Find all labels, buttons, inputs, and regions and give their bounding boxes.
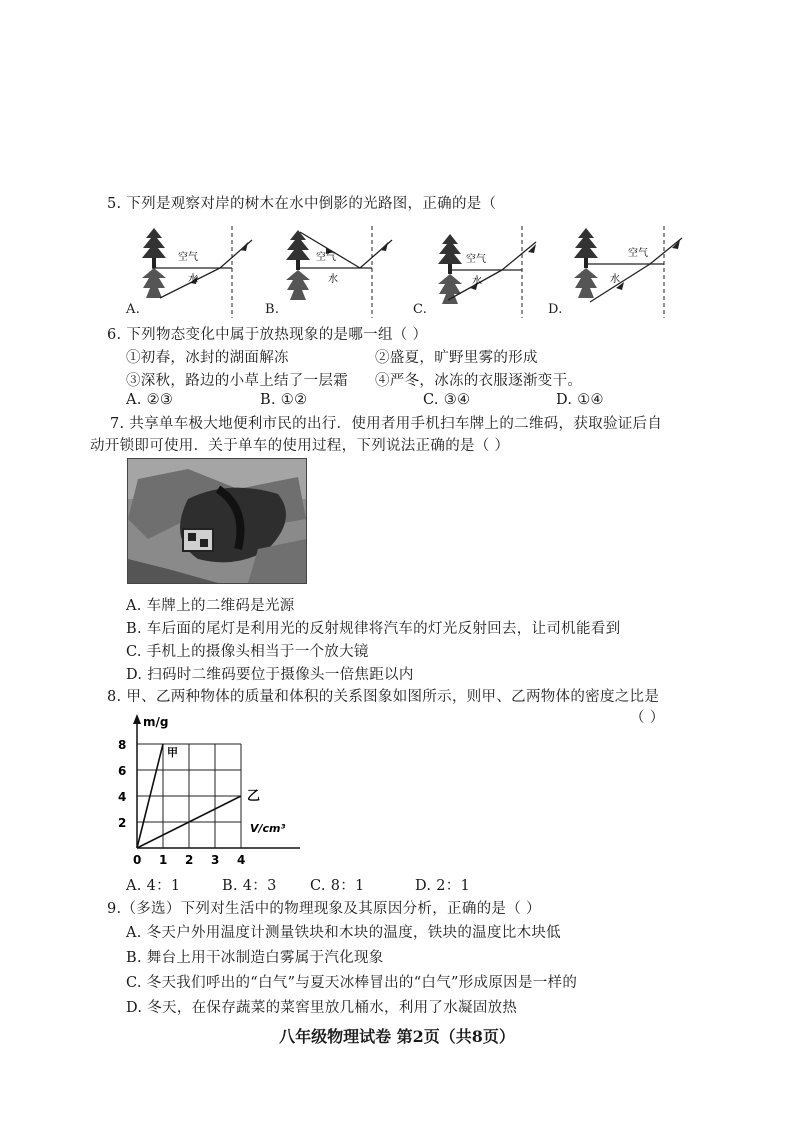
q5-water-label: 水 <box>610 274 620 285</box>
series-label-0: 甲 <box>167 746 178 759</box>
q5-diagrams <box>110 222 700 322</box>
q7-stem-line2: 动开锁即可使用．关于单车的使用过程，下列说法正确的是（ ） <box>90 438 510 454</box>
q6-option-b: B. ①② <box>260 392 308 408</box>
q5-water-label: 水 <box>472 276 482 287</box>
q5-option-a: A. <box>126 302 141 317</box>
q5-option-c: C. <box>413 302 428 317</box>
q6-item-3: ③深秋，路边的小草上结了一层霜 <box>126 373 348 389</box>
q8-stem: 8. 甲、乙两种物体的质量和体积的关系图象如图所示，则甲、乙两物体的密度之比是 <box>107 689 660 705</box>
q8-bracket: （ ） <box>630 710 665 726</box>
density-chart <box>110 708 310 868</box>
q7-option-a: A. 车牌上的二维码是光源 <box>126 598 295 614</box>
q5-diagram-b <box>286 226 392 318</box>
q8-option-a: A. 4：1 <box>126 878 181 894</box>
q5-option-d: D. <box>548 302 563 317</box>
q5-air-label: 空气 <box>466 254 486 265</box>
q6-option-c: C. ③④ <box>423 392 471 408</box>
bike-photo <box>127 458 307 584</box>
q5-water-label: 水 <box>328 274 338 285</box>
q6-stem: 6. 下列物态变化中属于放热现象的是哪一组（ ） <box>107 327 428 343</box>
y-tick-label: 2 <box>118 816 127 830</box>
y-tick-label: 6 <box>118 764 127 778</box>
q9-stem: 9.（多选）下列对生活中的物理现象及其原因分析，正确的是（ ） <box>107 901 541 917</box>
q7-option-d: D. 扫码时二维码要位于摄像头一倍焦距以内 <box>126 667 414 683</box>
x-axis-label: V/cm³ <box>250 822 286 835</box>
y-axis-label: m/g <box>143 715 169 729</box>
q6-option-a: A. ②③ <box>126 392 174 408</box>
x-tick-label: 1 <box>159 853 168 867</box>
q6-option-d: D. ①④ <box>556 392 604 408</box>
q9-option-d: D. 冬天，在保存蔬菜的菜窖里放几桶水，利用了水凝固放热 <box>126 1000 518 1016</box>
q5-air-label: 空气 <box>316 252 336 263</box>
x-tick-label: 4 <box>237 853 246 867</box>
y-tick-label: 8 <box>118 738 127 752</box>
x-tick-label: 0 <box>133 853 142 867</box>
series-label-1: 乙 <box>247 789 261 804</box>
q5-diagram-c <box>438 226 536 318</box>
q5-stem: 5. 下列是观察对岸的树木在水中倒影的光路图，正确的是（ <box>107 196 497 212</box>
q5-diagram-d <box>574 226 682 318</box>
q8-option-b: B. 4：3 <box>222 878 277 894</box>
q7-stem-line1: 7. 共享单车极大地便利市民的出行．使用者用手机扫车牌上的二维码，获取验证后自 <box>110 416 663 432</box>
q9-option-a: A. 冬天户外用温度计测量铁块和木块的温度，铁块的温度比木块低 <box>126 925 561 941</box>
q5-air-label: 空气 <box>628 248 648 259</box>
q6-item-1: ①初春，冰封的湖面解冻 <box>126 350 289 366</box>
q5-option-b: B. <box>265 302 280 317</box>
x-tick-label: 2 <box>185 853 194 867</box>
q9-option-b: B. 舞台上用干冰制造白雾属于汽化现象 <box>126 950 384 966</box>
q7-option-b: B. 车后面的尾灯是利用光的反射规律将汽车的灯光反射回去，让司机能看到 <box>126 621 621 637</box>
q5-diagram-a <box>142 226 252 318</box>
q5-water-label: 水 <box>188 274 198 285</box>
q5-air-label: 空气 <box>178 252 198 263</box>
q8-option-d: D. 2：1 <box>415 878 471 894</box>
page-footer: 八年级物理试卷 第2页（共8页） <box>279 1027 515 1046</box>
q8-option-c: C. 8：1 <box>310 878 365 894</box>
y-tick-label: 4 <box>118 790 127 804</box>
x-tick-label: 3 <box>211 853 220 867</box>
q7-option-c: C. 手机上的摄像头相当于一个放大镜 <box>126 644 369 660</box>
q6-item-4: ④严冬，冰冻的衣服逐渐变干。 <box>375 373 583 389</box>
q6-item-2: ②盛夏，旷野里雾的形成 <box>375 350 538 366</box>
q9-option-c: C. 冬天我们呼出的“白气”与夏天冰棒冒出的“白气”形成原因是一样的 <box>126 975 578 991</box>
